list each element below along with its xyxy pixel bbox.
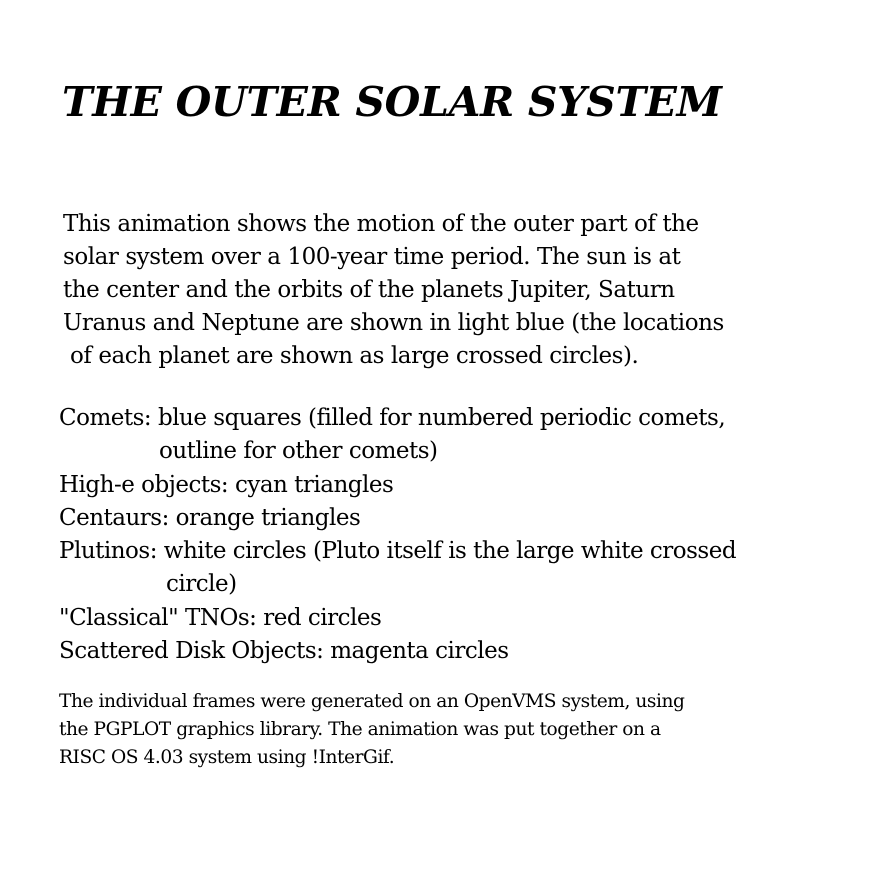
intro-line: the center and the orbits of the planets Jupiter, Saturn bbox=[63, 277, 675, 303]
intro-line: of each planet are shown as large crossed circles). bbox=[70, 343, 639, 369]
legend-item-comets-continued: outline for other comets) bbox=[159, 438, 438, 465]
legend-item-plutinos: Plutinos: white circles (Pluto itself is the large white crossed bbox=[59, 538, 737, 565]
intro-line: solar system over a 100-year time period. The sun is at bbox=[63, 244, 681, 270]
legend-item-scattered: Scattered Disk Objects: magenta circles bbox=[59, 638, 509, 665]
page-title: THE OUTER SOLAR SYSTEM bbox=[62, 78, 722, 126]
credits-line: The individual frames were generated on an OpenVMS system, using bbox=[59, 691, 685, 712]
legend-item-plutinos-continued: circle) bbox=[166, 571, 237, 598]
intro-line: This animation shows the motion of the outer part of the bbox=[63, 211, 699, 237]
legend-item-classical: "Classical" TNOs: red circles bbox=[59, 604, 382, 631]
intro-paragraph bbox=[63, 208, 724, 373]
intro-line: Uranus and Neptune are shown in light blue (the locations bbox=[63, 310, 724, 336]
credits-paragraph bbox=[59, 688, 685, 772]
legend-item-centaurs: Centaurs: orange triangles bbox=[59, 504, 361, 531]
credits-line: the PGPLOT graphics library. The animation was put together on a bbox=[59, 719, 661, 740]
legend-item-high-e: High-e objects: cyan triangles bbox=[59, 471, 394, 498]
credits-line: RISC OS 4.03 system using !InterGif. bbox=[59, 747, 395, 768]
legend-item-comets: Comets: blue squares (filled for numbered periodic comets, bbox=[59, 405, 726, 431]
object-legend bbox=[59, 402, 736, 668]
